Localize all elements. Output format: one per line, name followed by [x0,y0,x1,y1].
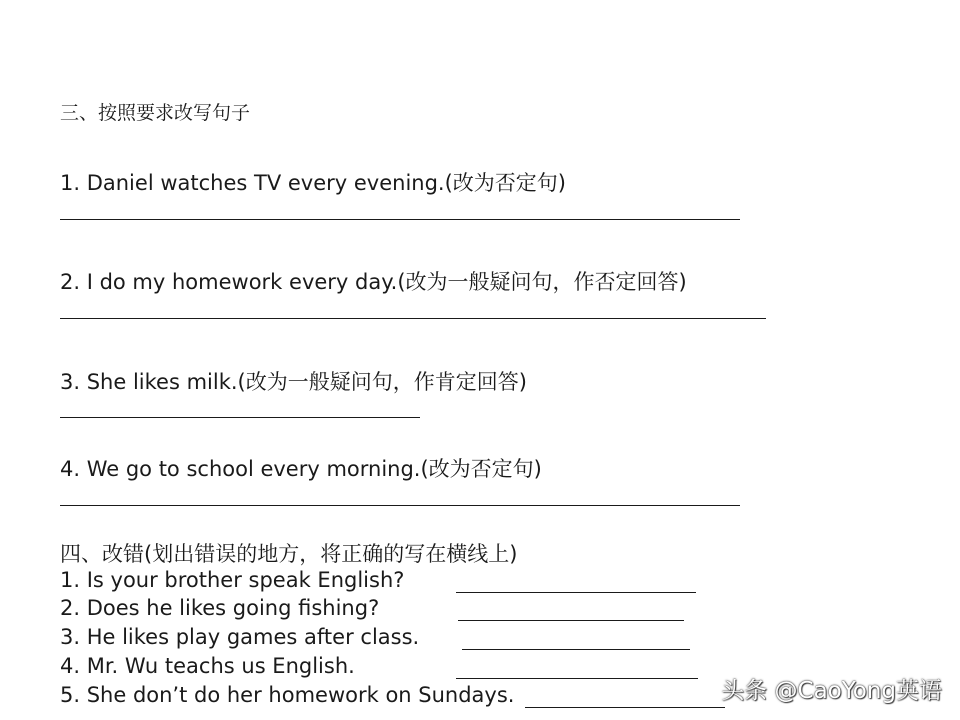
correction-line-4 [456,678,698,679]
section-4-title: 四、改错(划出错误的地方，将正确的写在横线上) [60,542,518,566]
error-item-2: 2. Does he likes going fishing? [60,596,380,620]
correction-line-2 [458,620,684,621]
rewrite-question-4: 4. We go to school every morning.(改为否定句) [60,457,542,481]
correction-line-3 [462,649,690,650]
watermark-label: 头条 @CaoYong英语 [721,678,942,704]
rewrite-question-2: 2. I do my homework every day.(改为一般疑问句，作否定回答) [60,270,687,294]
correction-line-1 [456,592,696,593]
error-item-5: 5. She don’t do her homework on Sundays. [60,683,515,707]
answer-line-2 [60,318,766,319]
correction-line-5 [525,707,725,708]
error-item-3: 3. He likes play games after class. [60,625,420,649]
rewrite-question-1: 1. Daniel watches TV every evening.(改为否定句) [60,171,566,195]
answer-line-1 [60,219,740,220]
error-item-1: 1. Is your brother speak English? [60,568,405,592]
error-item-4: 4. Mr. Wu teachs us English. [60,654,355,678]
section-3-title: 三、按照要求改写句子 [60,102,251,124]
rewrite-question-3: 3. She likes milk.(改为一般疑问句，作肯定回答) [60,370,527,394]
answer-line-4 [60,505,740,506]
answer-line-3 [60,417,420,418]
